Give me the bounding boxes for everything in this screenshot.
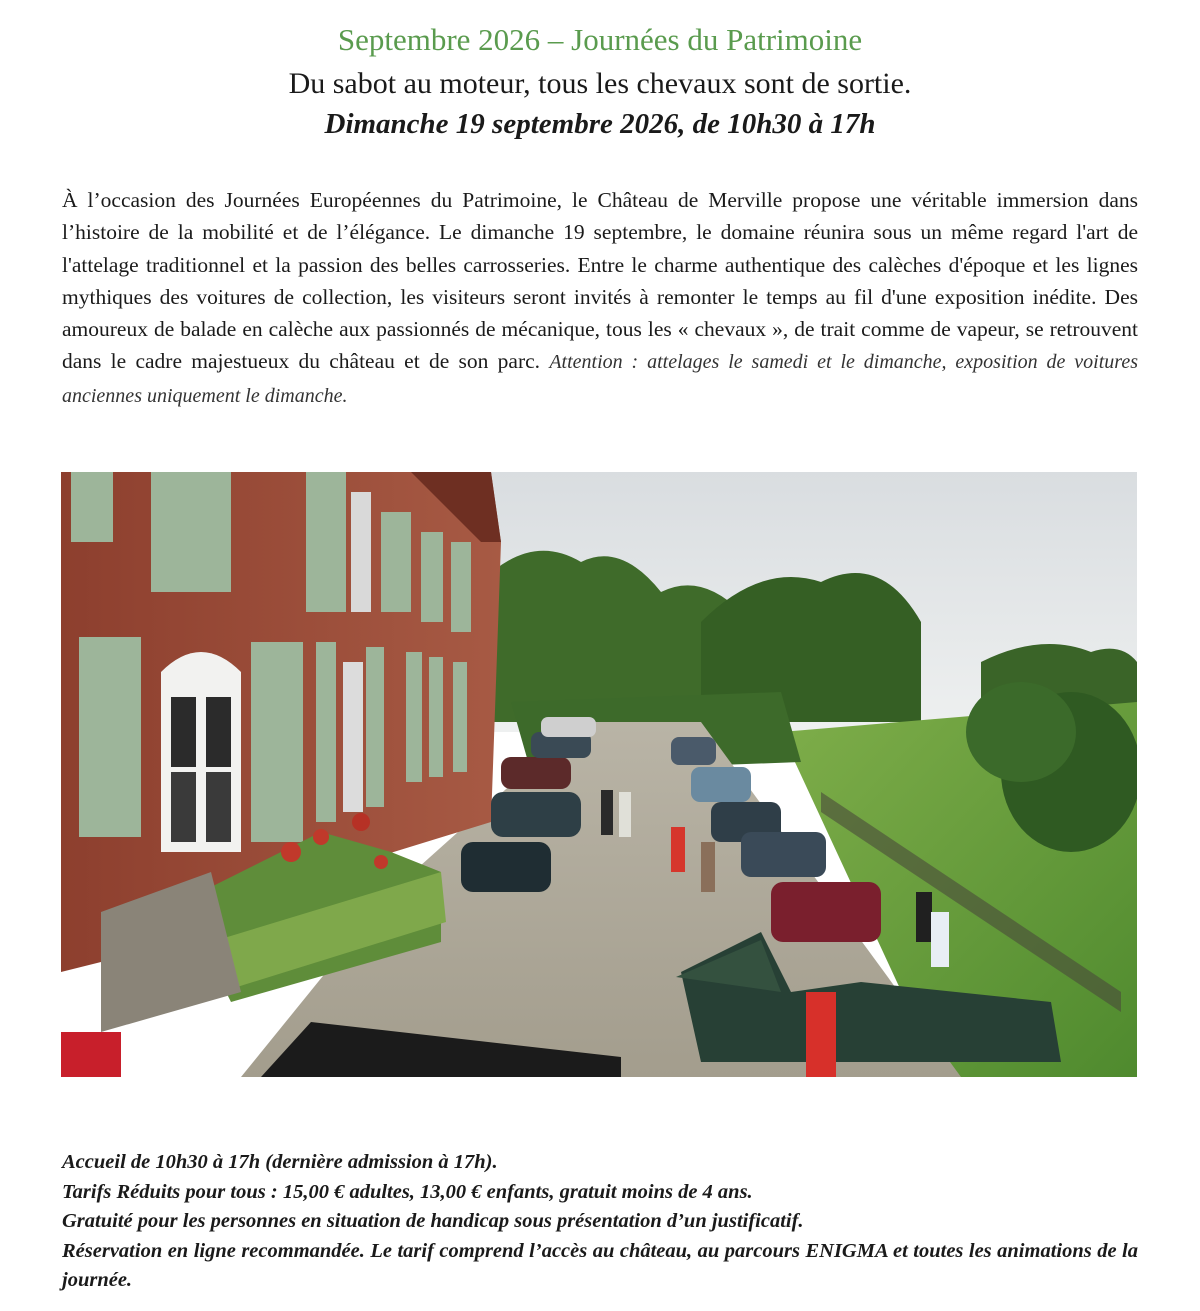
intro-note: Attention : attelages le samedi et le dimanche, exposition de voitures anciennes uniquement le dimanche. — [62, 351, 1138, 407]
intro-paragraph — [62, 184, 1138, 412]
event-title: Septembre 2026 – Journées du Patrimoine — [337, 22, 863, 57]
event-photo — [61, 472, 1137, 1077]
intro-text: À l’occasion des Journées Européennes du Patrimoine, le Château de Merville propose une véritable immersion dans l’histoire de la mobilité et de l’élégance. Le dimanche 19 septembre, le domaine réunira sous un même regard l'art de l'attelage traditionnel et la passion des belles carrosseries. Entre le charme authentique des calèches d'époque et les lignes mythiques des voitures de collection, les visiteurs seront invités à remonter le temps au fil d'une exposition inédite. Des amoureux de balade en calèche aux passionnés de mécanique, tous les « chevaux », de trait comme de vapeur, se retrouvent dans le cadre majestueux du château et de son parc. — [62, 188, 1138, 374]
info-hours: Accueil de 10h30 à 17h (dernière admission à 17h). — [62, 1151, 498, 1173]
info-prices: Tarifs Réduits pour tous : 15,00 € adultes, 13,00 € enfants, gratuit moins de 4 ans. — [62, 1180, 753, 1203]
info-booking: Réservation en ligne recommandée. Le tarif comprend l’accès au château, au parcours ENIGMA et toutes les animations de la journée. — [62, 1239, 1138, 1291]
event-date: Dimanche 19 septembre 2026, de 10h30 à 17h — [324, 108, 876, 140]
info-handicap: Gratuité pour les personnes en situation de handicap sous présentation d’un justificatif. — [62, 1210, 804, 1232]
event-tagline: Du sabot au moteur, tous les chevaux sont de sortie. — [288, 67, 912, 100]
practical-info — [62, 1148, 1138, 1296]
